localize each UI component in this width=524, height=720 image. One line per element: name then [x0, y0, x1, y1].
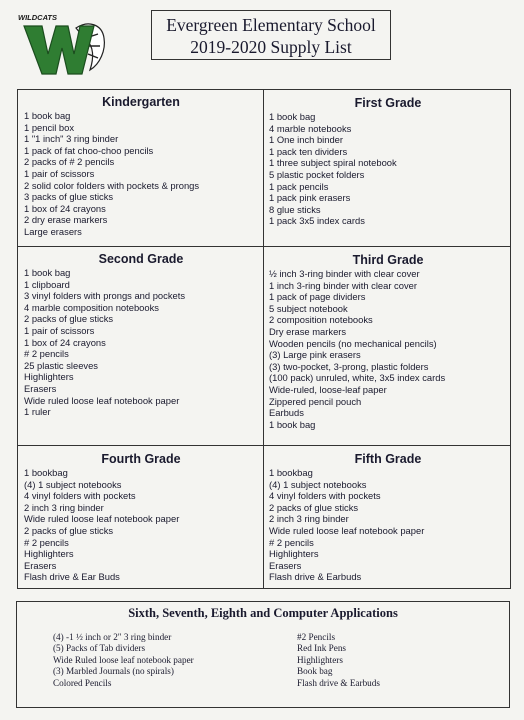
- supply-item: Highlighters: [297, 654, 343, 665]
- supply-item: 1 book bag: [24, 267, 71, 278]
- third-grade-section: [269, 252, 507, 430]
- section-title: Third Grade: [352, 253, 424, 267]
- supply-item: (3) two-pocket, 3-prong, plastic folders: [269, 360, 429, 372]
- supply-item: (100 pack) unruled, white, 3x5 index cards: [269, 372, 446, 384]
- supply-item: 8 glue sticks: [269, 203, 321, 215]
- supply-item: 1 three subject spiral notebook: [269, 157, 397, 169]
- supply-item: # 2 pencils: [269, 536, 314, 548]
- supply-item: Erasers: [24, 382, 57, 394]
- supply-list: [24, 467, 258, 583]
- supply-item: 1 book bag: [269, 111, 316, 122]
- supply-item: 1 One inch binder: [269, 134, 344, 146]
- supply-item: (4) -1 ½ inch or 2" 3 ring binder: [53, 632, 172, 642]
- second-grade-section: [24, 251, 258, 418]
- supply-list: [269, 467, 507, 583]
- supply-item: (3) Marbled Journals (no spirals): [53, 666, 174, 677]
- supply-item: 1 book bag: [269, 418, 316, 430]
- supply-item: # 2 pencils: [24, 348, 69, 360]
- supply-item: Zippered pencil pouch: [269, 395, 362, 407]
- supply-item: 2 solid color folders with pockets & prongs: [24, 179, 200, 191]
- supply-item: Flash drive & Ear Buds: [24, 571, 120, 583]
- supply-item: 3 packs of glue sticks: [24, 191, 114, 203]
- supply-item: (5) Packs of Tab dividers: [53, 643, 146, 654]
- supply-item: Flash drive & Earbuds: [297, 677, 380, 688]
- supply-item: 3 vinyl folders with prongs and pockets: [24, 290, 186, 302]
- supply-item: (3) Large pink erasers: [269, 349, 361, 361]
- supply-item: Flash drive & Earbuds: [269, 571, 362, 583]
- supply-item: 1 pack 3x5 index cards: [269, 215, 365, 227]
- wildcats-logo: [16, 8, 108, 78]
- supply-item: 1 pencil box: [24, 121, 75, 133]
- section-title: First Grade: [354, 96, 422, 110]
- section-title: Sixth, Seventh, Eighth and Computer Applications: [128, 606, 398, 620]
- supply-item: 1 clipboard: [24, 278, 70, 290]
- section-title: Kindergarten: [102, 95, 180, 109]
- supply-item: Wide ruled loose leaf notebook paper: [24, 394, 180, 406]
- supply-item: Erasers: [269, 559, 302, 571]
- supply-item: 1 box of 24 crayons: [24, 202, 106, 214]
- supply-item: 2 inch 3 ring binder: [24, 501, 104, 513]
- supply-list: [269, 111, 507, 227]
- section-title: Fifth Grade: [354, 452, 422, 466]
- supply-list-right: [297, 632, 380, 689]
- supply-item: Highlighters: [24, 548, 74, 560]
- supply-item: 1 pair of scissors: [24, 167, 95, 179]
- supply-item: 1 pack pink erasers: [269, 192, 351, 204]
- grid-divider-row2: [18, 445, 510, 446]
- supply-item: 2 packs of glue sticks: [24, 313, 114, 325]
- supply-item: 2 packs of glue sticks: [269, 501, 359, 513]
- supply-item: (4) 1 subject notebooks: [269, 478, 367, 490]
- supply-item: 1 inch 3-ring binder with clear cover: [269, 279, 417, 291]
- fourth-grade-section: [24, 451, 258, 583]
- supply-item: 2 dry erase markers: [24, 214, 108, 226]
- supply-item: 4 marble notebooks: [269, 122, 352, 134]
- supply-item: Highlighters: [269, 548, 319, 560]
- supply-item: 25 plastic sleeves: [24, 359, 98, 371]
- logo-w-letter: [24, 26, 94, 74]
- supply-item: 1 ruler: [24, 406, 51, 418]
- grade-grid: [17, 89, 511, 589]
- supply-item: 4 vinyl folders with pockets: [24, 490, 136, 502]
- supply-item: Red Ink Pens: [297, 643, 346, 654]
- supply-item: Wide Ruled loose leaf notebook paper: [53, 654, 194, 665]
- supply-list: [24, 267, 258, 418]
- supply-item: 2 composition notebooks: [269, 314, 373, 326]
- supply-item: Highlighters: [24, 371, 74, 383]
- supply-item: 1 bookbag: [269, 467, 313, 478]
- supply-item: 2 packs of # 2 pencils: [24, 156, 115, 168]
- supply-item: 1 book bag: [24, 110, 71, 121]
- school-name: Evergreen Elementary School: [166, 15, 376, 35]
- grid-divider-row1: [18, 246, 510, 247]
- supply-item: Earbuds: [269, 407, 304, 419]
- supply-item: 5 plastic pocket folders: [269, 168, 365, 180]
- supply-item: 1 "1 inch" 3 ring binder: [24, 133, 119, 145]
- supply-list: [269, 268, 507, 430]
- supply-item: Colored Pencils: [53, 677, 112, 688]
- supply-item: 4 marble composition notebooks: [24, 301, 159, 313]
- supply-item: (4) 1 subject notebooks: [24, 478, 122, 490]
- supply-item: Wooden pencils (no mechanical pencils): [269, 337, 437, 349]
- supply-item: #2 Pencils: [297, 632, 336, 642]
- supply-item: Dry erase markers: [269, 325, 347, 337]
- supply-item: 4 vinyl folders with pockets: [269, 490, 381, 502]
- supply-list-left: [53, 632, 194, 689]
- supply-item: Large erasers: [24, 225, 82, 237]
- first-grade-section: [269, 95, 507, 227]
- supply-item: 1 pack ten dividers: [269, 145, 348, 157]
- supply-item: Erasers: [24, 559, 57, 571]
- fifth-grade-section: [269, 451, 507, 583]
- supply-item: 1 pair of scissors: [24, 324, 95, 336]
- kindergarten-section: [24, 94, 258, 238]
- section-title: Fourth Grade: [101, 452, 181, 466]
- supply-item: 5 subject notebook: [269, 302, 348, 314]
- grid-divider-vertical: [263, 90, 264, 588]
- supply-item: 1 box of 24 crayons: [24, 336, 106, 348]
- supply-item: 2 inch 3 ring binder: [269, 513, 349, 525]
- supply-item: # 2 pencils: [24, 536, 69, 548]
- upper-grades-section: [16, 601, 510, 708]
- supply-list-year: 2019-2020 Supply List: [190, 37, 352, 57]
- supply-item: 2 packs of glue sticks: [24, 524, 114, 536]
- supply-item: 1 pack of page dividers: [269, 291, 366, 303]
- supply-item: 1 pack of fat choo-choo pencils: [24, 144, 154, 156]
- supply-item: Wide ruled loose leaf notebook paper: [24, 513, 180, 525]
- title-box: [151, 10, 391, 60]
- supply-item: ½ inch 3-ring binder with clear cover: [269, 268, 420, 279]
- logo-text: WILDCATS: [18, 13, 58, 22]
- supply-item: Wide ruled loose leaf notebook paper: [269, 524, 425, 536]
- supply-item: 1 pack pencils: [269, 180, 329, 192]
- section-title: Second Grade: [98, 252, 184, 266]
- supply-list: [24, 110, 258, 238]
- supply-item: Book bag: [297, 666, 333, 677]
- supply-item: 1 bookbag: [24, 467, 68, 478]
- supply-item: Wide-ruled, loose-leaf paper: [269, 383, 387, 395]
